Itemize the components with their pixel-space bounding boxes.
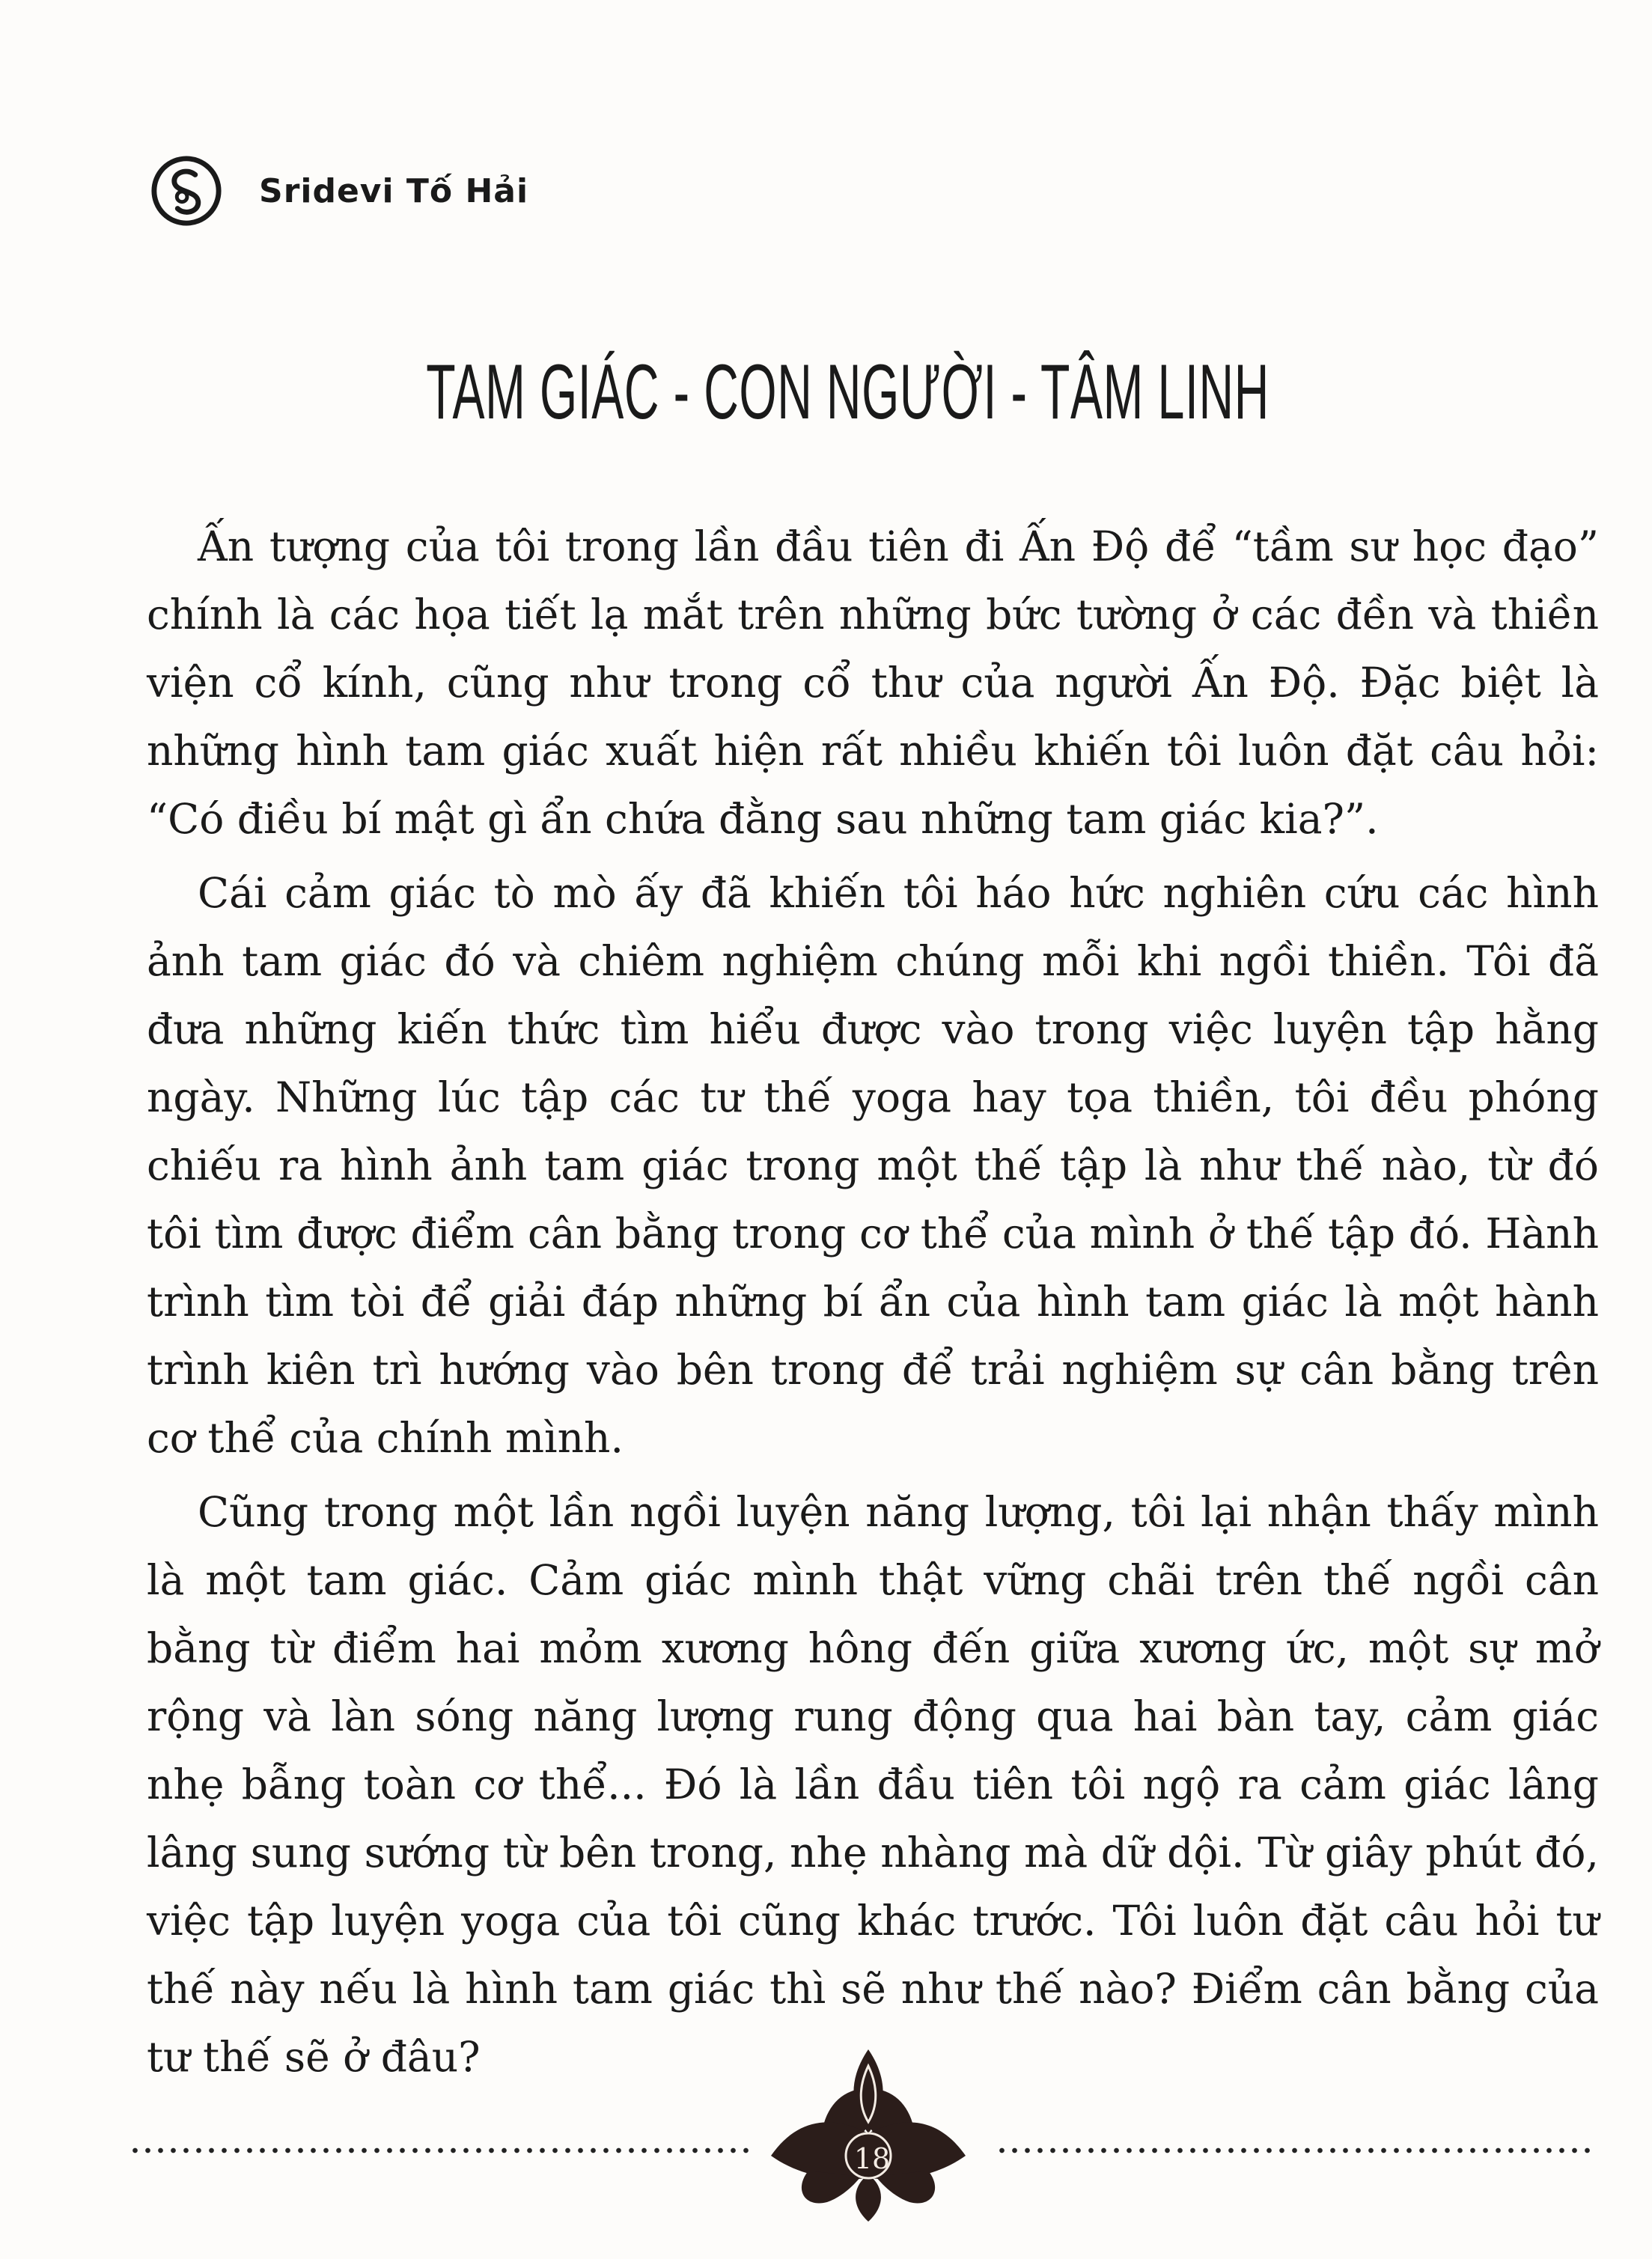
dotted-rule-left <box>129 2147 750 2154</box>
paragraph: Cái cảm giác tò mò ấy đã khiến tôi háo hức nghiên cứu các hình ảnh tam giác đó và chiêm nghiệm chúng mỗi khi ngồi thiền. Tôi đã đưa những kiến thức tìm hiểu được vào trong việc luyện tập hằng ngày. Những lúc tập các tư thế yoga hay tọa thiền, tôi đều phóng chiếu ra hình ảnh tam giác trong một thế tập là như thế nào, từ đó tôi tìm được điểm cân bằng trong cơ thể của mình ở thế tập đó. Hành trình tìm tòi để giải đáp những bí ẩn của hình tam giác là một hành trình kiên trì hướng vào bên trong để trải nghiệm sự cân bằng trên cơ thể của chính mình. <box>147 869 1599 1462</box>
page-number: 18 <box>853 2142 891 2175</box>
chapter-title: TAM GIÁC - CON NGƯỜI - TÂM LINH <box>426 349 1270 436</box>
swirl-logo-icon <box>150 154 223 228</box>
paragraph: Ấn tượng của tôi trong lần đầu tiên đi Ấn Độ để “tầm sư học đạo” chính là các họa tiết lạ mắt trên những bức tường ở các đền và thiền viện cổ kính, cũng như trong cổ thư của người Ấn Độ. Đặc biệt là những hình tam giác xuất hiện rất nhiều khiến tôi luôn đặt câu hỏi: “Có điều bí mật gì ẩn chứa đằng sau những tam giác kia?”. <box>147 522 1599 843</box>
body-text <box>147 513 1599 2097</box>
lotus-icon <box>756 2043 981 2223</box>
paragraph: Cũng trong một lần ngồi luyện năng lượng, tôi lại nhận thấy mình là một tam giác. Cảm giác mình thật vững chãi trên thế ngồi cân bằng từ điểm hai mỏm xương hông đến giữa xương ức, một sự mở rộng và làn sóng năng lượng rung động qua hai bàn tay, cảm giác nhẹ bẫng toàn cơ thể... Đó là lần đầu tiên tôi ngộ ra cảm giác lâng lâng sung sướng từ bên trong, nhẹ nhàng mà dữ dội. Từ giây phút đó, việc tập luyện yoga của tôi cũng khác trước. Tôi luôn đặt câu hỏi tư thế này nếu là hình tam giác thì sẽ như thế nào? Điểm cân bằng của tư thế sẽ ở đâu? <box>147 1488 1599 2081</box>
page-footer <box>0 2043 1652 2223</box>
dotted-rule-right <box>996 2147 1597 2154</box>
author-name: Sridevi Tố Hải <box>259 171 529 210</box>
page-header <box>150 150 528 232</box>
